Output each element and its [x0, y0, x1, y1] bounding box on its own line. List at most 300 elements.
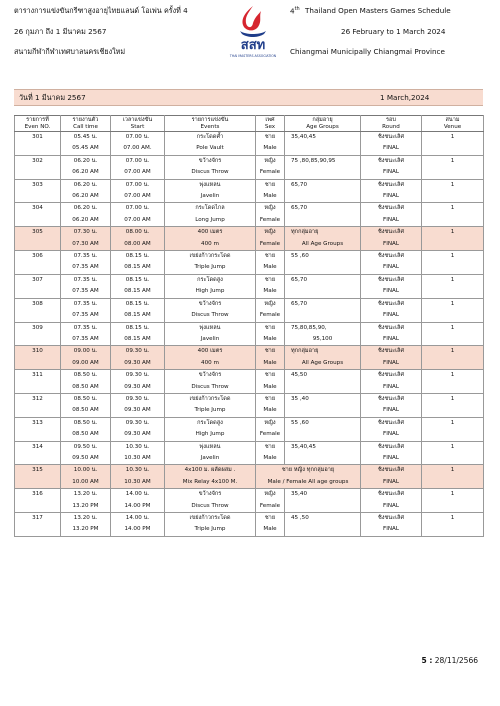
start-time-th: 09.30 น.: [111, 370, 165, 382]
table-row-english: [15, 286, 484, 298]
sex-en: Male: [256, 524, 285, 536]
column-header-en: Age Groups: [306, 123, 339, 130]
event-name-th: 4x100 ม. ผลัดผสม .: [165, 465, 256, 477]
event-number-blank: [15, 310, 61, 322]
event-name-en: Javelin: [165, 191, 256, 203]
table-row-english: [15, 429, 484, 441]
age-groups: 35 ,40: [285, 393, 361, 405]
event-name-th: พุ่งแหลน: [165, 322, 256, 334]
start-time-th: 09.30 น.: [111, 346, 165, 358]
sex-th: ชาย: [256, 274, 285, 286]
round-th: ชิงชนะเลิศ: [361, 274, 422, 286]
header-title-th: ตารางการแข่งขันกรีฑาสูงอายุไทยแลนด์ โอเพ่น ครั้งที่ 4: [14, 6, 188, 15]
start-time-th: 08.00 น.: [111, 227, 165, 239]
event-number: 317: [15, 513, 61, 525]
call-time-th: 07.35 น.: [61, 298, 111, 310]
call-time-th: 09.50 น.: [61, 441, 111, 453]
table-row-english: [15, 143, 484, 155]
event-number-blank: [15, 239, 61, 251]
venue-blank: [422, 405, 484, 417]
start-time-th: 10.30 น.: [111, 441, 165, 453]
column-header: [285, 116, 361, 132]
call-time-th: 10.00 น.: [61, 465, 111, 477]
event-number-blank: [15, 429, 61, 441]
call-time-en: 06.20 AM: [61, 215, 111, 227]
age-groups-en: [285, 310, 361, 322]
event-name-th: กระโดดค้ำ: [165, 132, 256, 144]
venue-blank: [422, 477, 484, 489]
age-groups: 55 ,60: [285, 417, 361, 429]
round-en: FINAL: [361, 453, 422, 465]
age-groups: 35,40,45: [285, 132, 361, 144]
sex-age-en: Male / Female All age groups: [256, 477, 361, 489]
round-th: ชิงชนะเลิศ: [361, 465, 422, 477]
call-time-th: 05.45 น.: [61, 132, 111, 144]
start-time-en: 08.15 AM: [111, 334, 165, 346]
call-time-th: 07.35 น.: [61, 274, 111, 286]
round-en: FINAL: [361, 239, 422, 251]
round-en: FINAL: [361, 143, 422, 155]
event-number-blank: [15, 143, 61, 155]
event-name-en: High Jump: [165, 286, 256, 298]
age-groups-en: 95,100: [285, 334, 361, 346]
table-row-english: [15, 215, 484, 227]
event-name-th: ขว้างจักร: [165, 155, 256, 167]
start-time-th: 08.15 น.: [111, 322, 165, 334]
start-time-th: 09.30 น.: [111, 393, 165, 405]
venue-blank: [422, 167, 484, 179]
call-time-en: 09.00 AM: [61, 358, 111, 370]
call-time-th: 07.30 น.: [61, 227, 111, 239]
start-time-en: 09.30 AM: [111, 382, 165, 394]
start-time-en: 07.00 AM: [111, 215, 165, 227]
event-number-blank: [15, 453, 61, 465]
event-name-th: 400 เมตร: [165, 346, 256, 358]
call-time-en: 06.20 AM: [61, 191, 111, 203]
table-row: [15, 179, 484, 191]
logo-subtext: THAI MASTERS ASSOCIATION: [229, 54, 277, 58]
round-th: ชิงชนะเลิศ: [361, 417, 422, 429]
call-time-th: 07.35 น.: [61, 322, 111, 334]
call-time-th: 08.50 น.: [61, 393, 111, 405]
start-time-th: 08.15 น.: [111, 251, 165, 263]
event-number: 311: [15, 370, 61, 382]
age-groups-en: [285, 262, 361, 274]
table-row-english: [15, 477, 484, 489]
table-row-english: [15, 167, 484, 179]
event-number-blank: [15, 191, 61, 203]
age-groups: 45 ,50: [285, 513, 361, 525]
venue-blank: [422, 334, 484, 346]
column-header: [422, 116, 484, 132]
event-name-en: Long Jump: [165, 215, 256, 227]
event-number-blank: [15, 167, 61, 179]
event-number: 316: [15, 489, 61, 501]
sex-en: Female: [256, 239, 285, 251]
round-th: ชิงชนะเลิศ: [361, 370, 422, 382]
header-title-en: [290, 6, 451, 15]
venue-blank: [422, 501, 484, 513]
header-venue-en: Chiangmai Municipally Chiangmai Province: [290, 47, 445, 56]
event-number: 309: [15, 322, 61, 334]
sex-en: Male: [256, 286, 285, 298]
event-name-en: Mix Relay 4x100 M.: [165, 477, 256, 489]
call-time-en: 09.50 AM: [61, 453, 111, 465]
sex-th: ชาย: [256, 322, 285, 334]
round-en: FINAL: [361, 405, 422, 417]
age-groups-en: [285, 429, 361, 441]
sex-en: Male: [256, 405, 285, 417]
event-number: 315: [15, 465, 61, 477]
column-header-th: รายการแข่งขัน: [191, 116, 229, 123]
age-groups: 45,50: [285, 370, 361, 382]
column-header-th: กลุ่มอายุ: [312, 116, 333, 123]
round-th: ชิงชนะเลิศ: [361, 298, 422, 310]
event-number-blank: [15, 524, 61, 536]
event-number: 310: [15, 346, 61, 358]
call-time-en: 13.20 PM: [61, 501, 111, 513]
event-name-th: ขว้างจักร: [165, 370, 256, 382]
sex-en: Male: [256, 191, 285, 203]
start-time-en: 10.30 AM: [111, 477, 165, 489]
table-row-english: [15, 310, 484, 322]
call-time-th: 08.50 น.: [61, 370, 111, 382]
start-time-th: 08.15 น.: [111, 274, 165, 286]
event-number: 305: [15, 227, 61, 239]
event-name-th: ขว้างจักร: [165, 298, 256, 310]
sex-th: ชาย: [256, 370, 285, 382]
age-groups-en: [285, 382, 361, 394]
age-groups-en: [285, 143, 361, 155]
venue: 1: [422, 155, 484, 167]
column-header-th: สนาม: [445, 116, 460, 123]
call-time-en: 08.50 AM: [61, 429, 111, 441]
header-dates-th: 26 กุมภา ถึง 1 มีนาคม 2567: [14, 27, 107, 36]
sex-en: Male: [256, 358, 285, 370]
venue: 1: [422, 441, 484, 453]
sex-th: หญิง: [256, 227, 285, 239]
venue-blank: [422, 310, 484, 322]
call-time-th: 13.20 น.: [61, 489, 111, 501]
table-row: [15, 322, 484, 334]
table-row-english: [15, 453, 484, 465]
round-en: FINAL: [361, 477, 422, 489]
sex-en: Female: [256, 310, 285, 322]
round-th: ชิงชนะเลิศ: [361, 393, 422, 405]
start-time-th: 07.00 น.: [111, 203, 165, 215]
schedule-table: [14, 115, 484, 537]
round-en: FINAL: [361, 358, 422, 370]
start-time-en: 07.00 AM: [111, 191, 165, 203]
column-header-en: Even NO.: [24, 123, 51, 130]
column-header-en: Events: [200, 123, 220, 130]
venue-blank: [422, 191, 484, 203]
event-name-en: 400 m: [165, 358, 256, 370]
event-number-blank: [15, 501, 61, 513]
start-time-en: 14.00 PM: [111, 501, 165, 513]
event-name-th: กระโดดสูง: [165, 417, 256, 429]
date-english: 1 March,2024: [380, 93, 430, 102]
event-name-th: กระโดดไกล: [165, 203, 256, 215]
sex-th: ชาย: [256, 513, 285, 525]
venue: 1: [422, 203, 484, 215]
event-name-en: Discus Throw: [165, 310, 256, 322]
round-en: FINAL: [361, 191, 422, 203]
sex-en: Female: [256, 429, 285, 441]
call-time-en: 07.35 AM: [61, 334, 111, 346]
round-th: ชิงชนะเลิศ: [361, 489, 422, 501]
event-number: 308: [15, 298, 61, 310]
age-groups-en: [285, 405, 361, 417]
event-number-blank: [15, 405, 61, 417]
venue: 1: [422, 227, 484, 239]
start-time-en: 09.30 AM: [111, 358, 165, 370]
sex-en: Female: [256, 167, 285, 179]
call-time-en: 08.50 AM: [61, 382, 111, 394]
venue-blank: [422, 429, 484, 441]
event-name-th: กระโดดสูง: [165, 274, 256, 286]
column-header: [111, 116, 165, 132]
date-thai: วันที่ 1 มีนาคม 2567: [19, 93, 86, 102]
table-row-english: [15, 191, 484, 203]
start-time-th: 14.00 น.: [111, 513, 165, 525]
sex-th: ชาย: [256, 251, 285, 263]
table-row: [15, 370, 484, 382]
start-time-en: 09.30 AM: [111, 405, 165, 417]
event-name-th: พุ่งแหลน: [165, 441, 256, 453]
event-number: 307: [15, 274, 61, 286]
table-row-english: [15, 358, 484, 370]
event-number-blank: [15, 382, 61, 394]
venue: 1: [422, 417, 484, 429]
column-header-en: Round: [382, 123, 400, 130]
venue: 1: [422, 251, 484, 263]
round-th: ชิงชนะเลิศ: [361, 203, 422, 215]
start-time-th: 09.30 น.: [111, 417, 165, 429]
round-th: ชิงชนะเลิศ: [361, 251, 422, 263]
venue-blank: [422, 143, 484, 155]
column-header: [165, 116, 256, 132]
event-number-blank: [15, 215, 61, 227]
venue: 1: [422, 322, 484, 334]
event-number: 306: [15, 251, 61, 263]
age-groups: 35,40: [285, 489, 361, 501]
column-header-th: เพศ: [265, 116, 275, 123]
venue: 1: [422, 346, 484, 358]
call-time-en: 08.50 AM: [61, 405, 111, 417]
column-header-th: เวลาแข่งขัน: [122, 116, 153, 123]
sex-th: หญิง: [256, 298, 285, 310]
round-en: FINAL: [361, 310, 422, 322]
age-groups: 65,70: [285, 298, 361, 310]
start-time-en: 09.30 AM: [111, 429, 165, 441]
round-th: ชิงชนะเลิศ: [361, 346, 422, 358]
call-time-th: 08.50 น.: [61, 417, 111, 429]
call-time-th: 13.20 น.: [61, 513, 111, 525]
event-number: 302: [15, 155, 61, 167]
event-number-blank: [15, 286, 61, 298]
event-name-en: Pole Vault: [165, 143, 256, 155]
event-number: 301: [15, 132, 61, 144]
event-name-en: Discus Throw: [165, 167, 256, 179]
event-number: 312: [15, 393, 61, 405]
event-number-blank: [15, 358, 61, 370]
age-groups: 75,80,85,90,: [285, 322, 361, 334]
start-time-en: 07.00 AM: [111, 167, 165, 179]
header-dates-en: 26 February to 1 March 2024: [341, 27, 446, 36]
column-header-en: Sex: [264, 123, 276, 130]
event-name-en: Triple Jump: [165, 405, 256, 417]
age-groups-en: [285, 215, 361, 227]
table-row-english: [15, 262, 484, 274]
event-name-en: High Jump: [165, 429, 256, 441]
start-time-en: 07.00 AM.: [111, 143, 165, 155]
sex-en: Female: [256, 501, 285, 513]
column-header-en: Venue: [443, 123, 462, 130]
sex-th: ชาย: [256, 441, 285, 453]
table-row-english: [15, 334, 484, 346]
start-time-en: 10.30 AM: [111, 453, 165, 465]
venue: 1: [422, 465, 484, 477]
sex-en: Male: [256, 382, 285, 394]
edition-suffix: th: [294, 6, 300, 12]
column-header-th: รายงานตัว: [72, 116, 99, 123]
sex-en: Male: [256, 334, 285, 346]
call-time-en: 10.00 AM: [61, 477, 111, 489]
round-en: FINAL: [361, 334, 422, 346]
age-groups-en: [285, 453, 361, 465]
table-row: [15, 203, 484, 215]
age-groups-en: All Age Groups: [285, 239, 361, 251]
round-en: FINAL: [361, 215, 422, 227]
call-time-en: 05.45 AM: [61, 143, 111, 155]
round-th: ชิงชนะเลิศ: [361, 132, 422, 144]
column-header-th: รอบ: [386, 116, 396, 123]
venue-blank: [422, 382, 484, 394]
table-body: [15, 132, 484, 537]
venue: 1: [422, 274, 484, 286]
column-header: [61, 116, 111, 132]
start-time-en: 08.15 AM: [111, 262, 165, 274]
call-time-en: 13.20 PM: [61, 524, 111, 536]
sex-th: ชาย: [256, 179, 285, 191]
logo-text: สสท: [240, 38, 266, 53]
round-th: ชิงชนะเลิศ: [361, 441, 422, 453]
sex-age-th: ชาย หญิง ทุกกลุ่มอายุ: [256, 465, 361, 477]
venue: 1: [422, 513, 484, 525]
round-th: ชิงชนะเลิศ: [361, 322, 422, 334]
start-time-th: 10.30 น.: [111, 465, 165, 477]
table-row: [15, 465, 484, 477]
venue-blank: [422, 358, 484, 370]
event-name-th: เขย่งก้าวกระโดด: [165, 513, 256, 525]
event-number-blank: [15, 477, 61, 489]
call-time-th: 09.00 น.: [61, 346, 111, 358]
call-time-th: 07.35 น.: [61, 251, 111, 263]
table-row: [15, 393, 484, 405]
start-time-en: 08.00 AM: [111, 239, 165, 251]
age-groups: ทุกกลุ่มอายุ: [285, 227, 361, 239]
table-row: [15, 251, 484, 263]
footer: [422, 656, 478, 665]
column-header-en: Call time: [73, 123, 98, 130]
event-name-th: เขย่งก้าวกระโดด: [165, 251, 256, 263]
table-row-english: [15, 524, 484, 536]
table-row: [15, 346, 484, 358]
event-number: 303: [15, 179, 61, 191]
call-time-en: 07.30 AM: [61, 239, 111, 251]
call-time-th: 06.20 น.: [61, 155, 111, 167]
sex-en: Female: [256, 215, 285, 227]
call-time-en: 07.35 AM: [61, 262, 111, 274]
column-header-th: รายการที่: [26, 116, 49, 123]
round-th: ชิงชนะเลิศ: [361, 155, 422, 167]
page-number: 5 :: [421, 656, 433, 665]
venue-blank: [422, 262, 484, 274]
event-number: 314: [15, 441, 61, 453]
venue-blank: [422, 239, 484, 251]
age-groups-en: [285, 501, 361, 513]
start-time-th: 07.00 น.: [111, 132, 165, 144]
age-groups: 65,70: [285, 203, 361, 215]
sex-en: Male: [256, 453, 285, 465]
edition-number: 4: [290, 6, 295, 16]
sex-th: หญิง: [256, 489, 285, 501]
round-en: FINAL: [361, 429, 422, 441]
venue: 1: [422, 298, 484, 310]
table-row: [15, 227, 484, 239]
event-name-en: Discus Throw: [165, 501, 256, 513]
event-name-en: Javelin: [165, 334, 256, 346]
event-name-th: ขว้างจักร: [165, 489, 256, 501]
event-name-en: Discus Throw: [165, 382, 256, 394]
round-en: FINAL: [361, 167, 422, 179]
age-groups: ทุกกลุ่มอายุ: [285, 346, 361, 358]
age-groups-en: All Age Groups: [285, 358, 361, 370]
age-groups: 75 ,80,85,90,95: [285, 155, 361, 167]
round-en: FINAL: [361, 262, 422, 274]
event-number: 313: [15, 417, 61, 429]
start-time-th: 14.00 น.: [111, 489, 165, 501]
event-name-en: Triple Jump: [165, 524, 256, 536]
table-header: [15, 116, 484, 132]
sex-th: ชาย: [256, 346, 285, 358]
event-name-en: Triple Jump: [165, 262, 256, 274]
table-row-english: [15, 239, 484, 251]
event-number-blank: [15, 334, 61, 346]
age-groups-en: [285, 524, 361, 536]
column-header: [15, 116, 61, 132]
start-time-en: 14.00 PM: [111, 524, 165, 536]
start-time-th: 07.00 น.: [111, 155, 165, 167]
event-name-th: พุ่งแหลน: [165, 179, 256, 191]
sex-th: หญิง: [256, 155, 285, 167]
start-time-en: 08.15 AM: [111, 310, 165, 322]
age-groups: 55 ,60: [285, 251, 361, 263]
event-name-th: เขย่งก้าวกระโดด: [165, 393, 256, 405]
event-number-blank: [15, 262, 61, 274]
venue: 1: [422, 393, 484, 405]
sex-en: Male: [256, 262, 285, 274]
round-en: FINAL: [361, 286, 422, 298]
round-th: ชิงชนะเลิศ: [361, 513, 422, 525]
start-time-en: 08.15 AM: [111, 286, 165, 298]
table-row-english: [15, 382, 484, 394]
round-en: FINAL: [361, 524, 422, 536]
table-row: [15, 274, 484, 286]
call-time-en: 06.20 AM: [61, 167, 111, 179]
header-venue-th: สนามกีฬากีฬาเทศบาลนครเชียงใหม่: [14, 47, 126, 56]
